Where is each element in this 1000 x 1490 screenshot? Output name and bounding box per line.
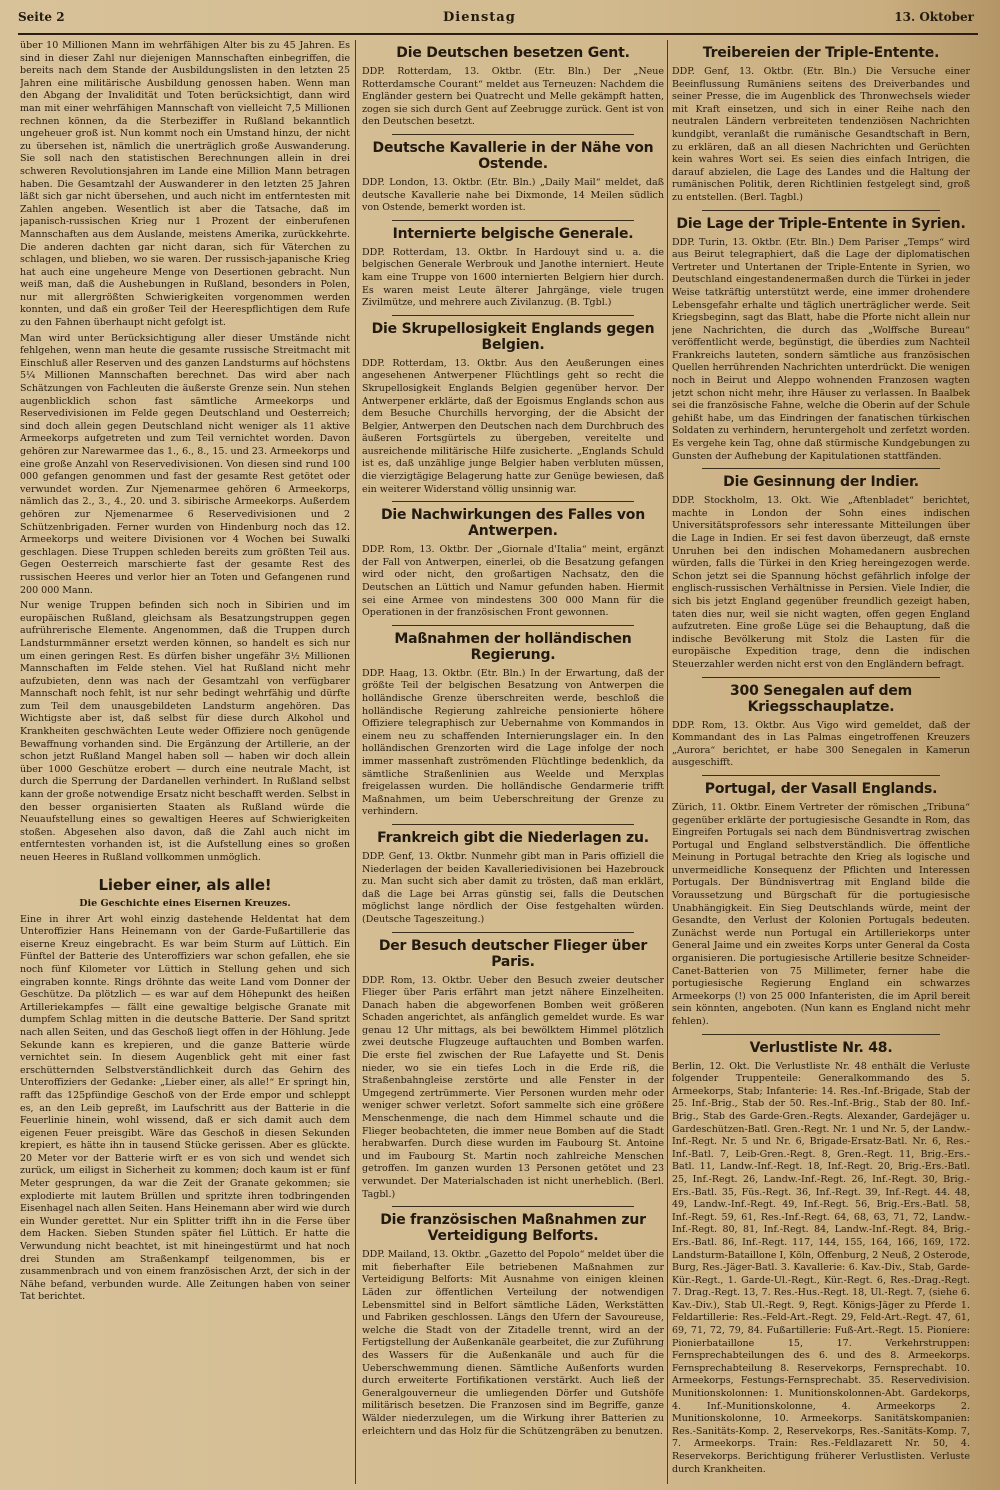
headline-internierte-generale: Internierte belgische Generale. bbox=[392, 225, 634, 242]
subheadline-eisernes-kreuz: Die Geschichte eines Eisernen Kreuzes. bbox=[79, 897, 291, 909]
column-rule-2 bbox=[667, 40, 668, 1484]
headline-portugal: Portugal, der Vasall Englands. bbox=[704, 780, 938, 797]
article-text: DDP. Rotterdam, 13. Oktbr. (Etr. Bln.) Der „Neue Rotterdamsche Courant“ meldet aus Terneuzen: Nachdem die Engländer gestern bei Quatrecht und Melle gekämpft hatten, zogen sie sich durch Gent auf Zeebrugge zurück. Gent ist von den Deutschen besetzt. bbox=[362, 66, 664, 128]
headline-syrien: Die Lage der Triple-Entente in Syrien. bbox=[676, 215, 966, 232]
article-text: DDP. Mailand, 13. Oktbr. „Gazetto del Popolo“ meldet über die mit fieberhafter Eile betriebenen Maßnahmen zur Verteidigung Belforts: Mit Ausnahme von einigen kleinen Läden zur öffentlichen Verteilung der notwendigen Lebensmittel sind in Belfort sämtliche Läden, Werkstätten und Fabriken geschlossen. Längs den Ufern der Savoureuse, welche die Stadt von der Zitadelle trennt, wird an der Fertigstellung der Außenkanäle gearbeitet, die zur Zuführung des Wassers für die Außenkanäle und auch für die Ueberschwemmung dienen. Sämtliche Außenforts wurden durch erweiterte Fortifikationen verstärkt. Auch ließ der Generalgouverneur die umliegenden Dörfer und Gutshöfe militärisch besetzen. Die Franzosen sind im Begriffe, ganze Wälder niederzulegen, um die Wirkung ihrer Batterien zu erleichtern und das Holz für die Schützengräben zu benutzen. bbox=[362, 1249, 664, 1437]
page-number: Seite 2 bbox=[18, 10, 65, 24]
article-text: DDP. Genf, 13. Oktbr. (Etr. Bln.) Die Versuche einer Beeinflussung Rumäniens seitens des Dreiverbandes und seiner Presse, die im Augenblick des Thronwechsels wieder mit Kraft einsetzen, und sich in einer Reihe nach den neutralen Ländern verbreiteten tendenziösen Nachrichten kundgibt, veranlaßt die rumänische Gesandtschaft in Bern, zu erklären, daß an all diesen Nachrichten und Gerüchten kein wahres Wort sei. Es seien dies einfach Intrigen, die darauf abzielen, die Lage des Landes und die Haltung der rumänischen Politik, deren Richtlinien festgelegt sind, groß zu entstellen. (Berl. Tagbl.) bbox=[672, 66, 970, 203]
article-text: DDP. Stockholm, 13. Okt. Wie „Aftenbladet“ berichtet, machte in London der Sohn eines indischen Universitätsprofessors sehr interessante Mitteilungen über die Lage in Indien. Er sei fest davon überzeugt, daß ernste Unruhen bei den indischen Mohamedanern ausbrechen würden, falls die Türkei in den Krieg hereingezogen werde. Schon jetzt sei die Spannung höchst gefährlich infolge der englisch-russischen Verhältnisse in Persien. Viele Indier, die sich bis jetzt England gegenüber freundlich gezeigt haben, taten dies nur, weil sie nicht wagten, offen gegen England aufzutreten. Eine große Lüge sei die Behauptung, daß die indische Bevölkerung mit Stolz die Lasten für die europäische Expedition trage, denn die indischen Steuerzahler werden nicht erst von den Engländern befragt. bbox=[672, 495, 970, 670]
headline-lieber-einer: Lieber einer, als alle! bbox=[98, 875, 272, 894]
article-text: DDP. Rom, 13. Oktbr. Der „Giornale d'Italia“ meint, ergänzt der Fall von Antwerpen, einerlei, ob die Besatzung gefangen wird oder nicht, den großartigen Nachsatz, den die Deutschen an Lüttich und Namur gefunden haben. Hiermit sei eine Armee von mindestens 300 000 Mann für die Operationen in der französischen Front gewonnen. bbox=[362, 544, 664, 619]
article-text: DDP. Rotterdam, 13. Oktbr. In Hardouyt sind u. a. die belgischen Generale Werbrouk und Janothe interniert. Heute kam eine Truppe von 1600 internierten Belgiern hier durch. Es waren meist Leute älterer Jahrgänge, viele trugen Zivilmütze, und mehrere auch Zivilanzug. (B. Tgbl.) bbox=[362, 246, 664, 309]
headline-antwerpen: Die Nachwirkungen des Falles von Antwerpen. bbox=[381, 507, 645, 540]
article-separator bbox=[392, 220, 634, 221]
article-text: Eine in ihrer Art wohl einzig dastehende Heldentat hat dem Unteroffizier Hans Heinemann von der Garde-Fußartillerie das eiserne Kreuz eingebracht. Es war beim Sturm auf Lüttich. Ein Fünftel der Batterie des Unteroffiziers war schon gefallen, ehe sie noch fünf Kilometer vor Lüttich in Stellung gehen und sich eingraben konnte. Rings dröhnte das weite Land vom Donner der Geschütze. Da plötzlich — es war auf dem Höhepunkt des heißen Artilleriekampfes — fällt eine gewaltige belgische Granate mit dumpfem Schlag mitten in die deutsche Batterie. Der Sand spritzt nach allen Seiten, und das Geschoß liegt offen in der Höhlung. Jede Sekunde kann es krepieren, und die ganze Batterie würde vernichtet sein. In diesem Augenblick geht mit einer fast erschütternden Selbstverständlichkeit durch das Gehirn des Unteroffiziers der Gedanke: „Lieber einer, als alle!“ Er springt hin, rafft das 125pfündige Geschoß von der Erde empor und schleppt es, an den Leib gepreßt, im Laufschritt aus der Batterie in die Feuerlinie hinein, wohl wissend, daß er sich damit auch dem eigenen Feuer preisgibt. Wäre das Geschoß in diesen Sekunden krepiert, es hätte ihn in tausend Stücke gerissen. Aber es glückte. 20 Meter vor der Batterie wirft er es von sich und wendet sich zurück, um eiligst in Sicherheit zu kommen; doch kaum ist er fünf Meter gesprungen, da war die Zeit der Granate gekommen; sie explodierte mit lautem Brüllen und spritzte ihren todbringenden Eisenhagel nach allen Seiten. Hans Heinemann aber wird wie durch ein Wunder gerettet. Nur ein Splitter trifft ihn in die Ferse über dem Hacken. Sieben Stunden später fiel Lüttich. Er hatte die Verwundung nicht beachtet, ist mit hineingestürmt und hat noch drei Stunden am Straßenkampf teilgenommen, bis er zusammenbrach und von einem französischen Arzt, der sich in der Nähe befand, verbunden wurde. Alle Zeitungen haben von seiner Tat berichtet. bbox=[20, 913, 350, 1303]
article-separator bbox=[392, 501, 634, 502]
article-text: Berlin, 12. Okt. Die Verlustliste Nr. 48 enthält die Verluste folgender Truppenteile: Generalkommando des 5. Armeekorps, Stab; Infanterie: 14. Res.-Inf.-Brigade, Stab der 25. Inf.-Brig., Stab der 50. Res.-Inf.-Brig., Stab der 80. Inf.-Brig., Stab des Garde-Gren.-Regts. Alexander, Gardejäger u. Gardeschützen-Batl. Gren.-Regt. Nr. 1 und Nr. 5, der Landw.-Inf.-Regt. Nr. 5 und Nr. 6, Brigade-Ersatz-Batl. Nr. 6, Res.-Inf.-Batl. 7, Leib-Gren.-Regt. 8, Gren.-Regt. 11, Brig.-Ers.-Batl. 11, Landw.-Inf.-Regt. 18, Inf.-Regt. 20, Brig.-Ers.-Batl. 25, Inf.-Regt. 26, Landw.-Inf.-Regt. 26, Inf.-Regt. 30, Brig.-Ers.-Batl. 35, Füs.-Regt. 36, Inf.-Regt. 39, Inf.-Regt. 44. 48, 49, Landw.-Inf.-Regt. 49, Inf.-Regt. 56, Brig.-Ers.-Batl. 58, Inf.-Regt. 59, 61, Res.-Inf.-Regt. 64, 68, 63, 71, 72, Landw.-Inf.-Regt. 80, 81, Inf.-Regt. 84, Landw.-Inf.-Regt. 84, Brig.-Ers.-Batl. 86, Inf.-Regt. 117, 144, 155, 164, 166, 169, 172. Landsturm-Bataillone I, Köln, Offenburg, 2 Neuß, 2 Osterode, Burg, Res.-Jäger-Batl. 3. Kavallerie: 6. Kav.-Div., Stab, Garde-Kür.-Regt., 1. Garde-Ul.-Regt., Kür.-Regt. 6, Res.-Drag.-Regt. 7. Drag.-Regt. 13, 7. Res.-Hus.-Regt. 18, Ul.-Regt. 7, (siehe 6. Kav.-Div.), Stab Ul.-Regt. 9, Regt. Königs-Jäger zu Pferde 1. Feldartillerie: Res.-Feld-Art.-Regt. 29, Feld-Art.-Regt. 47, 61, 69, 71, 72, 79, 84. Fußartillerie: Fuß-Art.-Regt. 15. Pioniere: Pionierbataillone 15, 17. Verkehrstruppen: Fernsprechabteilungen des 6. und des 8. Armeekorps. Fernsprechabteilung 8. Reservekorps, Fernsprechabt. 10. Armeekorps, Festungs-Fernsprechabt. 35. Reservedivision. Munitionskolonnen: 1. Munitionskolonnen-Abt. Gardekorps, 4. Inf.-Munitionskolonne, 4. Armeekorps 2. Munitionskolonne, 10. Armeekorps. Sanitätskompanien: Res.-Sanitäts-Komp. 2, Reservekorps, Res.-Sanitäts-Komp. 7, 7. Armeekorps. Train: Res.-Feldlazarett Nr. 50, 4. Reservekorps. Berichtigung früherer Verlustlisten. Verluste durch Krankheiten. bbox=[672, 1060, 970, 1475]
header-rule bbox=[18, 33, 978, 35]
weekday: Dienstag bbox=[443, 9, 516, 25]
headline-holland: Maßnahmen der holländischen Regierung. bbox=[394, 630, 632, 663]
article-separator bbox=[702, 468, 940, 469]
article-separator bbox=[392, 932, 634, 933]
headline-kavallerie-ostende: Deutsche Kavallerie in der Nähe von Ostende. bbox=[372, 139, 654, 172]
article-separator bbox=[392, 1206, 634, 1207]
page-header bbox=[18, 4, 974, 30]
column-1 bbox=[20, 40, 350, 1484]
article-text: DDP. Turin, 13. Oktbr. (Etr. Bln.) Dem Pariser „Temps“ wird aus Beirut telegraphiert, daß die Lage der diplomatischen Vertreter und Untertanen der Triple-Entente in Syrien, wo Deutschland eingestandenermaßen durch die Türkei in jeder Weise tatkräftig unterstützt werde, eine immer drohendere Lebensgefahr erhalte und täglich unerträglicher werde. Seit Kriegsbeginn, sagt das Blatt, habe die Pforte nicht allein nur jene Nachrichten, die durch das „Wolffsche Bureau“ veröffentlicht werde, begünstigt, die überdies zum Nachteil Frankreichs lauteten, sondern sämtliche aus französischen Quellen herrührenden Nachrichten unterdrückt. Die wenigen noch in Beirut und Aleppo wohnenden Franzosen wagten jetzt schon nicht mehr, ihre Häuser zu verlassen. In Baalbek sei die französische Fahne, welche die Oberin auf der Schule gehißt habe, um das Eindringen der fanatischen türkischen Soldaten zu verhindern, heruntergeholt und zerfetzt worden. Es vergehe kein Tag, ohne daß stürmische Kundgebungen zu Gunsten der Aufhebung der Kapitulationen stattfänden. bbox=[672, 236, 970, 462]
column-3 bbox=[672, 40, 970, 1484]
article-separator bbox=[702, 775, 940, 776]
issue-date: 13. Oktober bbox=[894, 10, 974, 24]
article-separator bbox=[392, 625, 634, 626]
article-text: über 10 Millionen Mann im wehrfähigen Alter bis zu 45 Jahren. Es sind in dieser Zahl nur diejenigen Mannschaften einbegriffen, die bereits nach dem Stande der Ausbildungslisten in den letzten 25 Jahren eine militärische Ausbildung genossen haben. Wenn man den Abgang der Invalidität und Toten berücksichtigt, dann wird man mit einer wehrfähigen Mannschaft von vielleicht 7,5 Millionen rechnen können, da die Sterbeziffer in Rußland bekanntlich ungeheuer groß ist. Nun kommt noch ein Umstand hinzu, der nicht zu übersehen ist, nämlich die unerträglich große Auswanderung. Sie soll nach den statistischen Berechnungen allein in drei schweren Revolutionsjahren im Lande eine Million Mann betragen haben. Die Gesamtzahl der Auswanderer in den letzten 25 Jahren läßt sich gar nicht übersehen, und auch nicht im entferntesten mit Zahlen angeben. Wesentlich ist aber die Tatsache, daß im japanisch-russischen Krieg nur 1 Prozent der einberufenen Mannschaften aus dem Auslande, meistens Amerika, zurückkehrte. Die anderen dachten gar nicht daran, sich für Väterchen zu schlagen, und blieben, wo sie waren. Der russisch-japanische Krieg hat auch eine ungeheure Menge von Desertionen gebracht. Nun weiß man, daß die Aushebungen in Rußland, besonders in Polen, nur mit allergrößten Schwierigkeiten vorgenommen werden konnten, und daß ein großer Teil der Heerespflichtigen dem Rufe zu den Fahnen überhaupt nicht gefolgt ist. bbox=[20, 40, 350, 329]
headline-frankreich: Frankreich gibt die Niederlagen zu. bbox=[377, 829, 649, 846]
column-2 bbox=[362, 40, 664, 1484]
article-text: DDP. Rom, 13. Oktbr. Aus Vigo wird gemeldet, daß der Kommandant des in Las Palmas eingetroffenen Kreuzers „Aurora“ berichtet, er habe 300 Senegalen in Kamerun ausgeschifft. bbox=[672, 719, 970, 769]
article-separator bbox=[392, 315, 634, 316]
headline-gent: Die Deutschen besetzen Gent. bbox=[396, 45, 630, 61]
article-text: DDP. Rotterdam, 13. Oktbr. Aus den Aeußerungen eines angesehenen Antwerpener Flüchtlings geht so recht die Skrupellosigkeit Englands Belgien gegenüber hervor. Der Antwerpener erklärte, daß der Egoismus Englands schon aus dem Besuche Churchills hervorging, der die Absicht der Belgier, Antwerpen den Deutschen nach dem Durchbruch des äußeren Fortsgürtels zu übergeben, vereitelte und ausreichende militärische Hilfe zusicherte. „Englands Schuld ist es, daß unzählige junge Belgier haben verbluten müssen, die vierzigtägige Belagerung hatte zur Genüge bewiesen, daß ein weiterer Widerstand völlig unsinnig war. bbox=[362, 357, 664, 495]
article-separator bbox=[702, 1034, 940, 1035]
column-rule-1 bbox=[355, 40, 356, 1484]
article-text: DDP. Genf, 13. Oktbr. Nunmehr gibt man in Paris offiziell die Niederlagen der beiden Kavalleriedivisionen bei Hazebrouck zu. Man sucht sich aber damit zu trösten, daß man erklärt, daß die Lage bei Arras günstig sei, falls die Deutschen möglichst lange nördlich der Oise festgehalten würden. (Deutsche Tageszeitung.) bbox=[362, 850, 664, 925]
article-text: DDP. Haag, 13. Oktbr. (Etr. Bln.) In der Erwartung, daß der größte Teil der belgischen Besatzung von Antwerpen die holländische Grenze überschreiten werde, beschloß die holländische Regierung zahlreiche pensionierte höhere Offiziere telegraphisch zur Uebernahme von Kommandos in einem neu zu schaffenden Internierungslager ein. In den holländischen Grenzorten wird die Lage infolge der noch immer massenhaft zuströmenden Flüchtlinge bedenklich, da sämtliche Straßenlinien aus Weelde und Merxplas freigelassen wurden. Die holländische Gendarmerie trifft Maßnahmen, um beim Ueberschreitung der Grenze zu verhindern. bbox=[362, 667, 664, 818]
headline-treibereien: Treibereien der Triple-Entente. bbox=[702, 45, 940, 61]
headline-indier: Die Gesinnung der Indier. bbox=[723, 474, 919, 491]
headline-verlustliste: Verlustliste Nr. 48. bbox=[749, 1039, 893, 1056]
headline-skrupellosigkeit: Die Skrupellosigkeit Englands gegen Belgien. bbox=[371, 320, 655, 353]
article-text: Man wird unter Berücksichtigung aller dieser Umstände nicht fehlgehen, wenn man heute die gesamte russische Streitmacht mit Einschluß aller Reserven und des ganzen Landsturms auf höchstens 5¼ Millionen Mannschaften berechnet. Das wird aber nach Schätzungen von Fachleuten die äußerste Grenze sein. Nun stehen augenblicklich schon fast sämtliche Armeekorps und Reservedivisionen im Felde gegen Deutschland und Oesterreich; sind doch allein gegen Deutschland nicht weniger als 11 aktive Armeekorps aufgetreten und zum Teil vernichtet worden. Davon gehören zur Narewarmee das 1., 6., 8., 15. und 23. Armeekorps und eine große Anzahl von Reservedivisionen. Von diesen sind rund 100 000 gefangen genommen und fast der gesamte Rest getötet oder verwundet worden. Zur Njemenarmee gehören 6 Armeekorps, nämlich das 2., 3., 4., 20. und 3. sibirische Armeekorps. Außerdem gehören zur Njemenarmee 6 Reservedivisionen und 2 Schützenbrigaden. Ferner wurden von Hindenburg noch das 12. Armeekorps und weitere Divisionen vor 4 Wochen bei Suwalki geschlagen. Diese Truppen schleden bereits zum größten Teil aus. Gegen Oesterreich marschierte fast der gesamte Rest des russischen Heeres und verlor hier an Toten und Gefangenen rund 200 000 Mann. bbox=[20, 332, 350, 596]
article-separator bbox=[392, 824, 634, 825]
headline-belfort: Die französischen Maßnahmen zur Verteidigung Belforts. bbox=[380, 1212, 646, 1245]
article-separator bbox=[702, 677, 940, 678]
article-separator bbox=[702, 210, 940, 211]
article-text: Zürich, 11. Oktbr. Einem Vertreter der römischen „Tribuna“ gegenüber erklärte der portugiesische Gesandte in Rom, das Eingreifen Portugals sei nach dem Bündnisvertrag zwischen Portugal und England selbstverständlich. Die öffentliche Meinung in Portugal betrachte den Krieg als logische und unvermeidliche Konsequenz der Pflichten und Interessen Portugals. Der Bündnisvertrag mit England bilde die Voraussetzung und Bürgschaft für die portugiesische Unabhängigkeit. Ein Sieg Deutschlands würde, meint der Gesandte, den Verlust der Kolonien Portugals bedeuten. Zunächst werde nun Portugal ein Artilleriekorps unter General Jaime und ein zweites Korps unter General da Costa organisieren. Die portugiesische Artillerie besitze Schneider-Canet-Batterien von 75 Millimeter, ferner habe die portugiesische Regierung England ein schwarzes Armeekorps (!) von 25 000 Infanteristen, die im April bereit sein könnten, angeboten. (Nun kann es England nicht mehr fehlen). bbox=[672, 801, 970, 1027]
article-text: Nur wenige Truppen befinden sich noch in Sibirien und im europäischen Rußland, gleichsam als Besatzungstruppen gegen aufrührerische Elemente. Angenommen, daß die Truppen durch Landsturmmänner ersetzt werden können, so handelt es sich nur um einen geringen Rest. Es dürfen bisher ungefähr 3½ Millionen Mannschaften im Felde stehen. Viel hat Rußland nicht mehr aufzubieten, denn was nach der Gesamtzahl von verfügbarer Mannschaft noch fehlt, ist nur sehr bedingt wehrfähig und dürfte zum Teil dem unausgebildeten Landsturm angehören. Das Wichtigste aber ist, daß selbst für diese durch Alkohol und Krankheiten geschwächten Leute weder Offiziere noch genügende Bewaffnung vorhanden sind. Die Ergänzung der Artillerie, an der schon jetzt Rußland Mangel haben soll — haben wir doch allein über 1000 Geschütze erobert — durch eine neutrale Macht, ist durch die Sperrung der Dardanellen verhindert. In Rußland selbst kann der große notwendige Ersatz nicht beschafft werden. Selbst in den besser organisierten Staaten als Rußland würde die Neuaufstellung eines so gewaltigen Heeres auf Schwierigkeiten stoßen. Abgesehen also davon, daß die Zahl auch nicht im entferntesten vorhanden ist, ist die Aufstellung eines so großen neuen Heeres in Rußland vollkommen unmöglich. bbox=[20, 600, 350, 863]
article-text: DDP. London, 13. Oktbr. (Etr. Bln.) „Daily Mail“ meldet, daß deutsche Kavallerie nahe bei Dixmonde, 14 Meilen südlich von Ostende, bemerkt worden ist. bbox=[362, 176, 664, 214]
article-text: DDP. Rom, 13. Oktbr. Ueber den Besuch zweier deutscher Flieger über Paris erfährt man jetzt nähere Einzelheiten. Danach haben die abgeworfenen Bomben weit größeren Schaden angerichtet, als anfänglich gemeldet wurde. Es war genau 12 Uhr mittags, als bei bewölktem Himmel plötzlich zwei deutsche Flugzeuge auftauchten und Bomben warfen. Die erste fiel zwischen der Rue Lafayette und St. Denis nieder, wo sie ein tiefes Loch in die Erde riß, die Straßenbahngleise zerstörte und alle Fenster in der Umgegend zertrümmerte. Vier Personen wurden mehr oder weniger schwer verletzt. Sofort sammelte sich eine größere Menschenmenge, die nach dem Himmel schaute und die Flieger beobachteten, die immer neue Bomben auf die Stadt herabwarfen. Durch diese wurden im Faubourg St. Antoine und im Faubourg St. Martin noch zahlreiche Menschen getroffen. Im ganzen wurden 13 Personen getötet und 23 verwundet. Der Materialschaden ist nicht unerheblich. (Berl. Tagbl.) bbox=[362, 974, 664, 1200]
headline-flieger-paris: Der Besuch deutscher Flieger über Paris. bbox=[378, 937, 648, 970]
headline-senegalen: 300 Senegalen auf dem Kriegsschauplatze. bbox=[729, 682, 913, 715]
article-separator bbox=[392, 134, 634, 135]
